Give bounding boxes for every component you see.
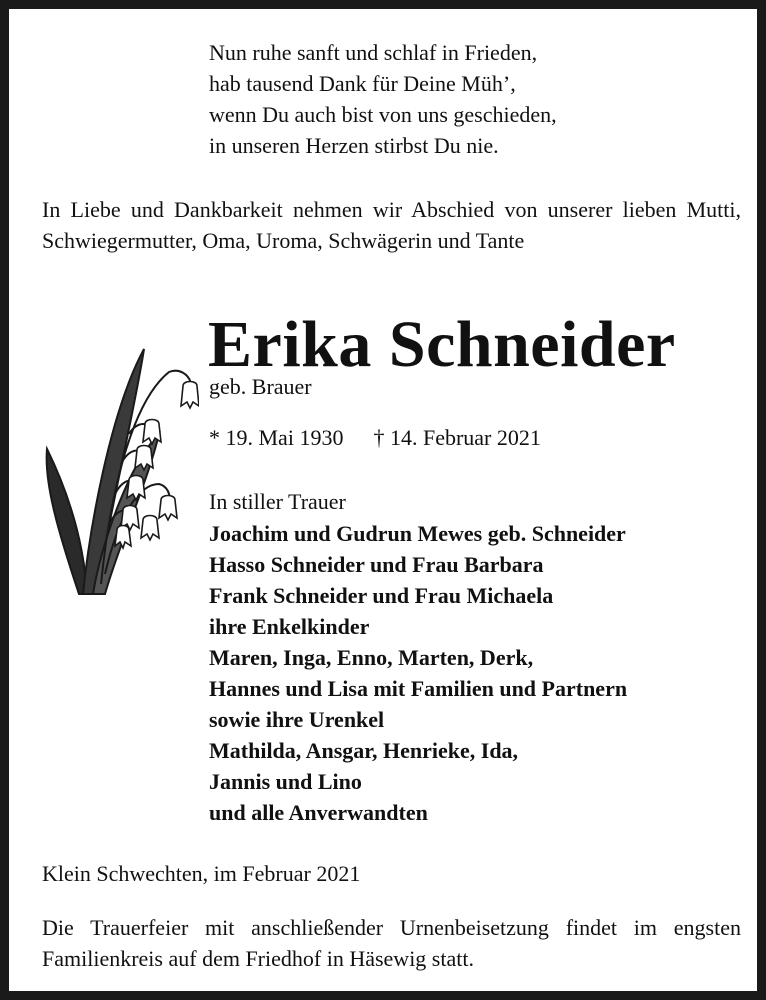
- mourner-line: Mathilda, Ansgar, Henrieke, Ida,: [209, 738, 519, 763]
- mourners-heading: In stiller Trauer: [209, 489, 346, 514]
- poem-line: hab tausend Dank für Deine Müh’,: [209, 71, 516, 96]
- place-date: Klein Schwechten, im Februar 2021: [42, 861, 361, 886]
- birth-name: geb. Brauer: [209, 374, 312, 399]
- mourner-line: Joachim und Gudrun Mewes geb. Schneider: [209, 521, 626, 546]
- intro-text: In Liebe und Dankbarkeit nehmen wir Abschied von unserer lieben Mutti, Schwiegermutter, Oma, Uroma, Schwägerin und Tante: [42, 197, 741, 253]
- lily-of-the-valley-icon: [39, 344, 199, 599]
- mourner-line: Maren, Inga, Enno, Marten, Derk,: [209, 645, 534, 670]
- mourner-line: und alle Anverwandten: [209, 800, 428, 825]
- mourner-line: Jannis und Lino: [209, 769, 362, 794]
- funeral-note: Die Trauerfeier mit anschließender Urnenbeisetzung findet im engsten Familienkreis auf dem Friedhof in Häsewig statt.: [42, 915, 741, 971]
- mourner-line: Frank Schneider und Frau Michaela: [209, 583, 554, 608]
- poem-line: wenn Du auch bist von uns geschieden,: [209, 102, 557, 127]
- mourner-line: Hannes und Lisa mit Familien und Partnern: [209, 676, 628, 701]
- death-date: † 14. Februar 2021: [373, 425, 541, 450]
- life-dates: [209, 423, 541, 453]
- poem-line: in unseren Herzen stirbst Du nie.: [209, 133, 499, 158]
- mourner-line: Hasso Schneider und Frau Barbara: [209, 552, 544, 577]
- mourner-line: sowie ihre Urenkel: [209, 707, 385, 732]
- poem-line: Nun ruhe sanft und schlaf in Frieden,: [209, 40, 538, 65]
- mourner-line: ihre Enkelkinder: [209, 614, 370, 639]
- deceased-name: Erika Schneider: [208, 308, 676, 381]
- birth-date: * 19. Mai 1930: [209, 425, 344, 450]
- mourners-list: [209, 518, 627, 828]
- poem: [209, 37, 557, 161]
